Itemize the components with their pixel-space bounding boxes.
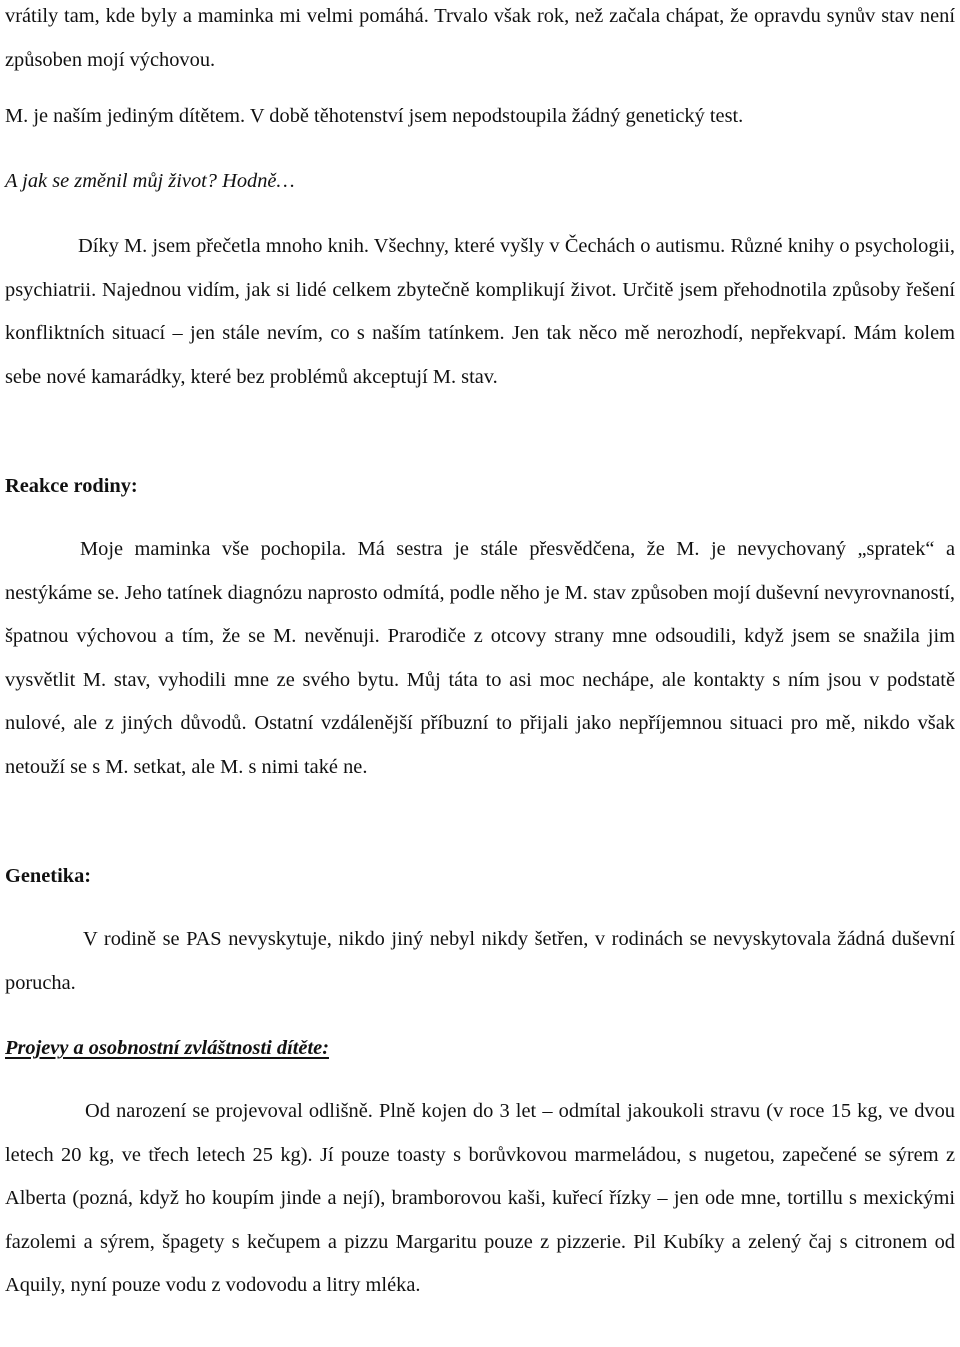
paragraph-child-traits: Od narození se projevoval odlišně. Plně kojen do 3 let – odmítal jakoukoli stravu (v roce 15 kg, ve dvou letech 20 kg, ve třech letech 25 kg). Jí pouze toasty s borůvkovou marmeládou, s nugetou, zapečené se sýrem z Alberta (pozná, když ho koupím jinde a nejí), bramborovou kaši, kuřecí řízky – jen ode mne, tortillu s mexickými fazolemi a sýrem, špagety s kečupem a pizzu Margaritu pouze z pizzerie. Pil Kubíky a zelený čaj s citronem od Aquily, nyní pouze vodu z vodovodu a litry mléka. (5, 1100, 955, 1296)
paragraph-family: Moje maminka vše pochopila. Má sestra je stále přesvědčena, že M. je nevychovaný „spratek“ a nestýkáme se. Jeho tatínek diagnózu naprosto odmítá, podle něho je M. stav způsoben mojí duševní nevyrovnaností, špatnou výchovou a tím, že se M. nevěnuji. Prarodiče z otcovy strany mne odsoudili, když jsem se snažila jim vysvětlit M. stav, vyhodili mne ze svého bytu. Můj táta to asi moc nechápe, ale kontakty s ním jsou v podstatě nulové, ale z jiných důvodů. Ostatní vzdálenější příbuzní to přijali jako nepříjemnou situaci pro mě, nikdo však netouží se s M. setkat, ale M. s nimi také ne. (5, 538, 955, 778)
paragraph-genetics: V rodině se PAS nevyskytuje, nikdo jiný nebyl nikdy šetřen, v rodinách se nevyskytovala žádná duševní porucha. (5, 928, 955, 994)
heading-family-reaction: Reakce rodiny: (5, 475, 138, 497)
paragraph-change-question: A jak se změnil můj život? Hodně… (5, 170, 295, 192)
paragraph-intro: vrátily tam, kde byly a maminka mi velmi pomáhá. Trvalo však rok, než začala chápat, že opravdu synův stav není způsoben mojí výchovou. (5, 5, 955, 71)
paragraph-books: Díky M. jsem přečetla mnoho knih. Všechny, které vyšly v Čechách o autismu. Různé knihy o psychologii, psychiatrii. Najednou vidím, jak si lidé celkem zbytečně komplikují život. Určitě jsem přehodnotila způsoby řešení konfliktních situací – jen stále nevím, co s naším tatínkem. Jen tak něco mě nerozhodí, nepřekvapí. Mám kolem sebe nové kamarádky, které bez problémů akceptují M. stav. (5, 235, 955, 388)
heading-child-traits: Projevy a osobnostní zvláštnosti dítěte: (5, 1037, 329, 1059)
heading-genetics: Genetika: (5, 865, 92, 887)
paragraph-only-child: M. je naším jediným dítětem. V době těhotenství jsem nepodstoupila žádný genetický test. (5, 105, 744, 127)
